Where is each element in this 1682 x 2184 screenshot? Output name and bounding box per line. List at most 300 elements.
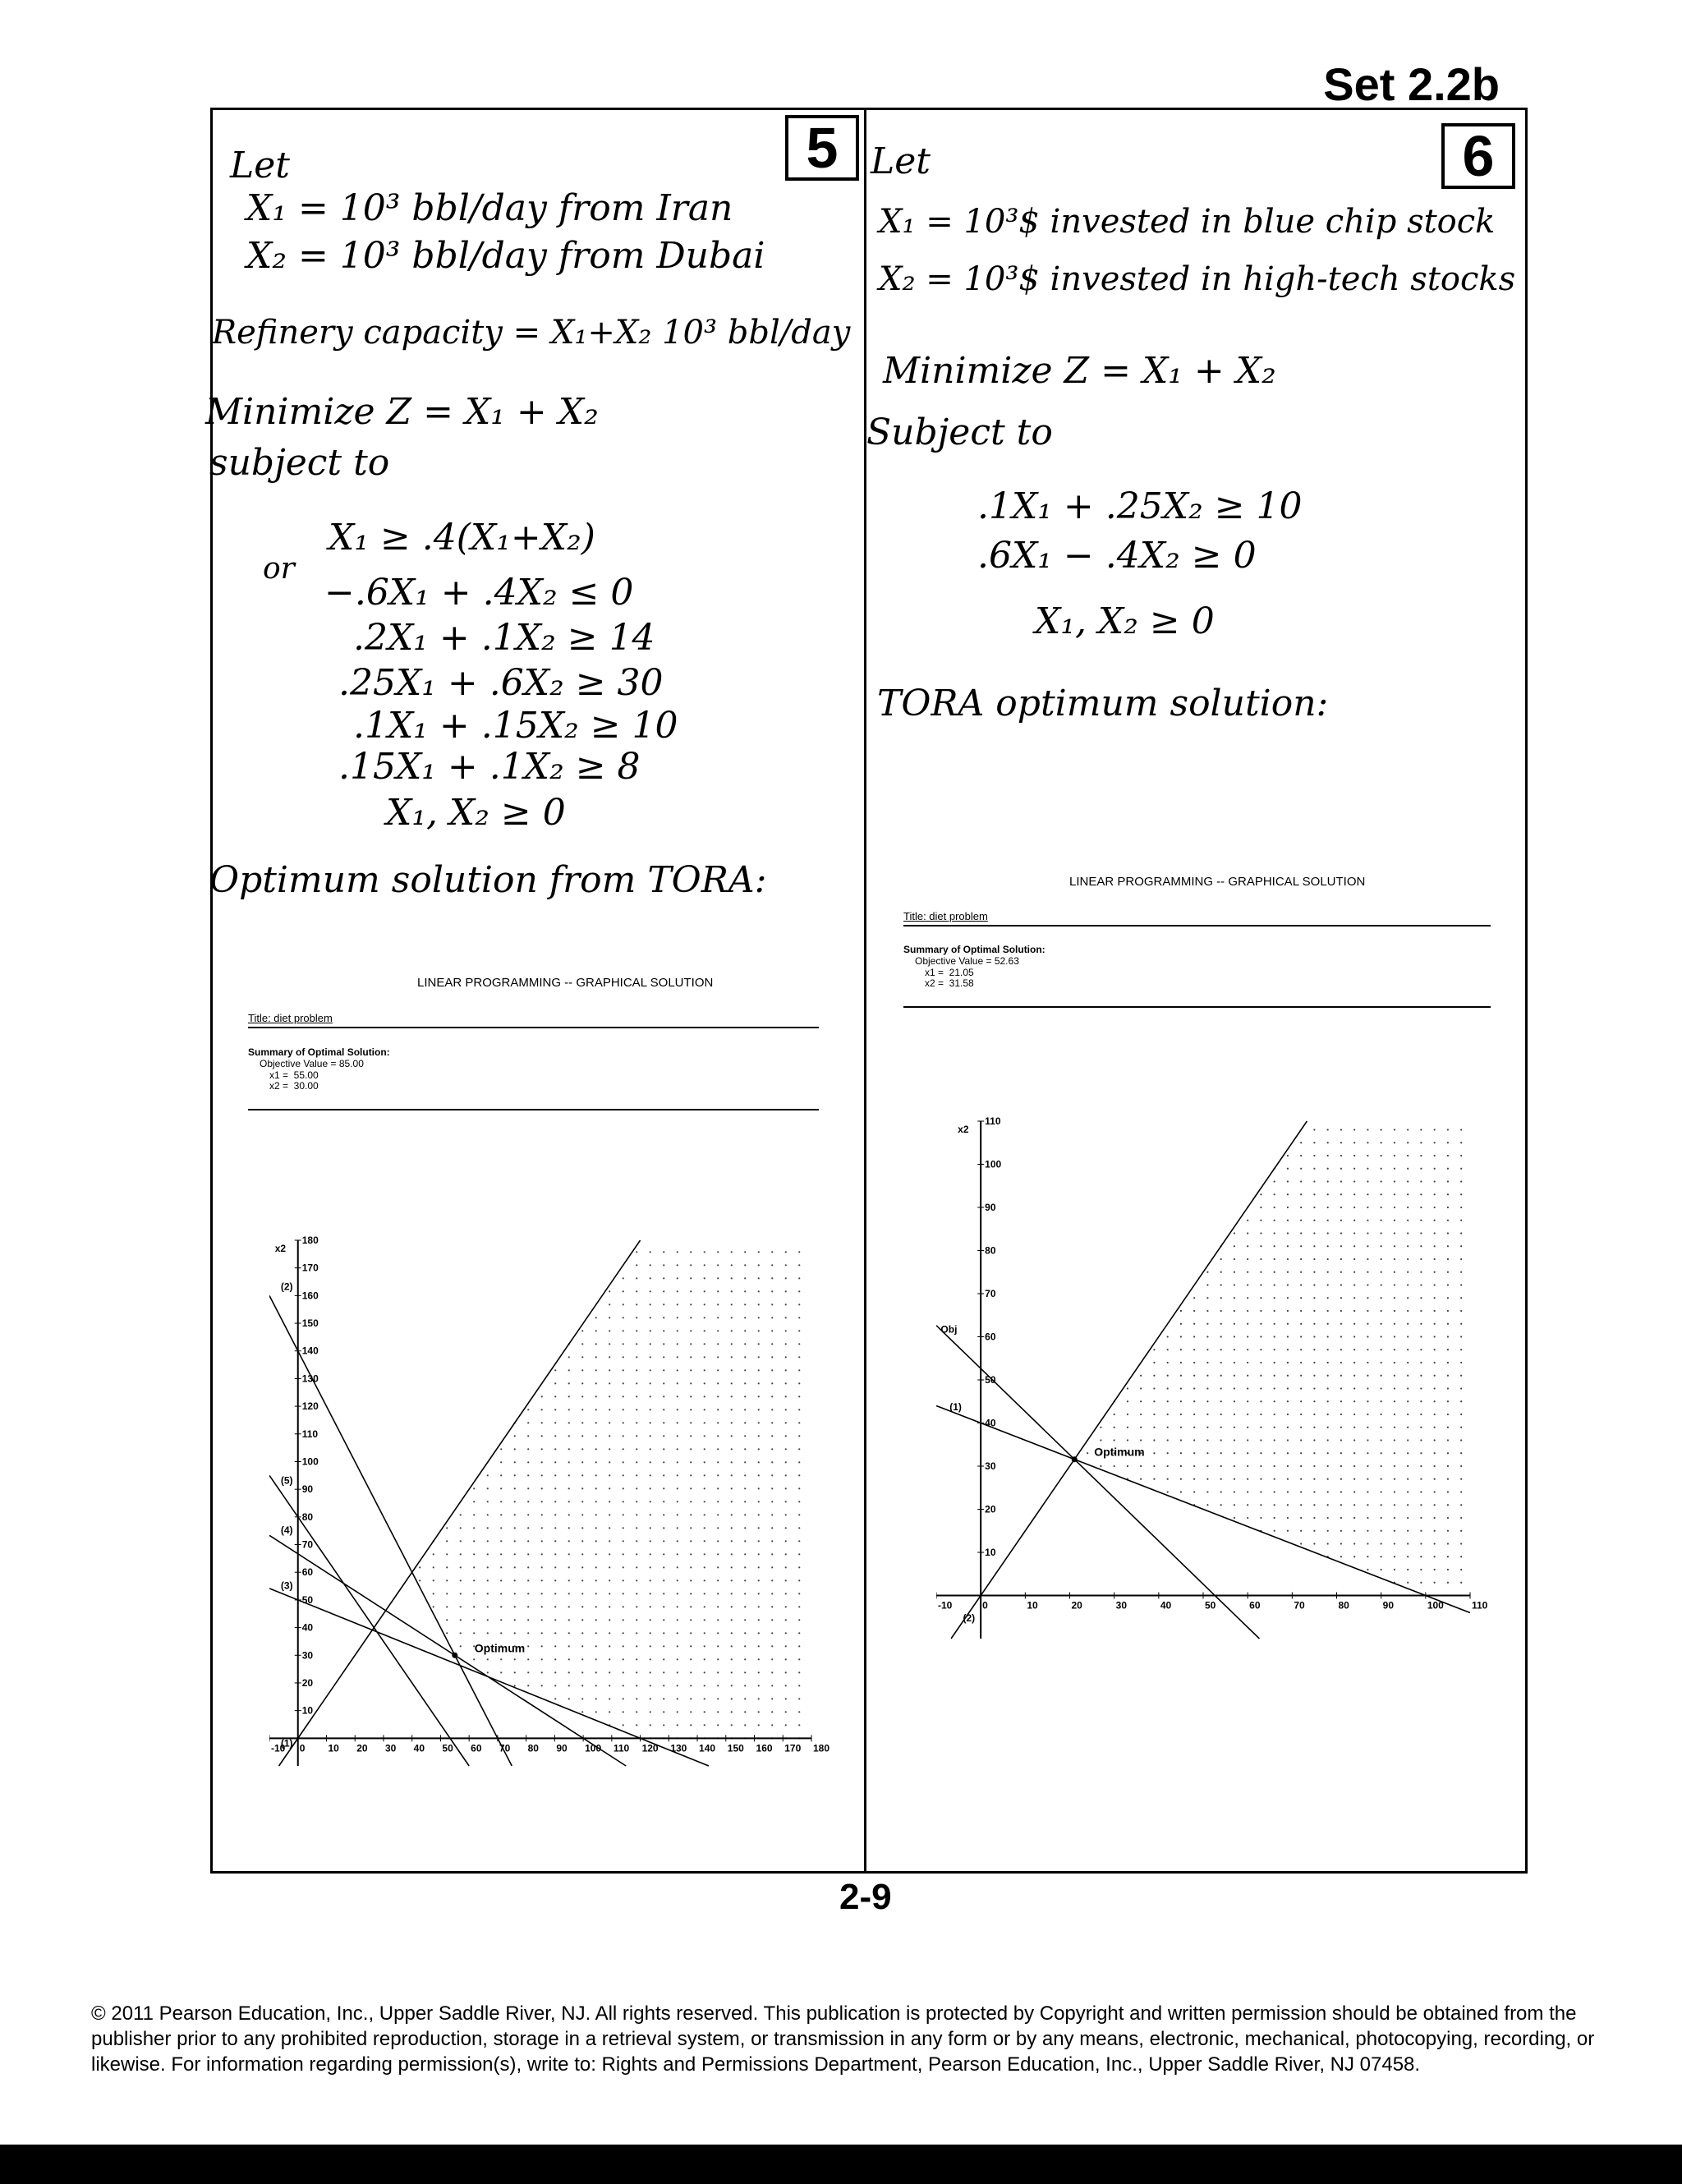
p5-grid-dot — [541, 1553, 543, 1555]
p6-grid-dot — [1460, 1245, 1462, 1247]
p6-grid-dot — [1313, 1478, 1315, 1480]
p5-x2-value: x2 = 30.00 — [269, 1080, 319, 1092]
p5-grid-dot — [623, 1277, 624, 1279]
p5-grid-dot — [433, 1606, 434, 1607]
p5-grid-dot — [554, 1566, 556, 1568]
p6-grid-dot — [1260, 1465, 1262, 1467]
p6-grid-dot — [1327, 1284, 1329, 1285]
p5-grid-dot — [690, 1422, 692, 1423]
p5-grid-dot — [690, 1487, 692, 1489]
p5-grid-dot — [554, 1422, 556, 1423]
p6-grid-dot — [1340, 1478, 1342, 1480]
p6-grid-dot — [1447, 1569, 1449, 1570]
p5-grid-dot — [500, 1579, 502, 1581]
p5-grid-dot — [744, 1356, 746, 1358]
p5-grid-dot — [771, 1566, 773, 1568]
p6-objective-value: Objective Value = 52.63 — [915, 954, 1019, 967]
p6-grid-dot — [1340, 1193, 1342, 1195]
p6-grid-dot — [1340, 1297, 1342, 1299]
p6-grid-dot — [1260, 1193, 1262, 1195]
copyright-notice: © 2011 Pearson Education, Inc., Upper Saddle River, NJ. All rights reserved. This publication is protected by Copyright and written permission should be obtained from the publisher prior to any prohibited reproduction, storage in a retrieval system, or transmission in any form or by any means, electronic, mechanical, photocopying, recording, or likewise. For information regarding permission(s), write to: Rights and Permissions Department, Pearson Education, Inc., Upper Saddle River, NJ 07458. — [91, 2002, 1595, 2076]
p6-grid-dot — [1381, 1220, 1382, 1221]
p6-grid-dot — [1300, 1478, 1302, 1480]
p5-grid-dot — [581, 1343, 583, 1345]
p5-grid-dot — [758, 1369, 760, 1371]
p5-grid-dot — [771, 1369, 773, 1371]
p5-grid-dot — [609, 1487, 610, 1489]
p5-grid-dot — [731, 1395, 733, 1397]
p6-grid-dot — [1340, 1400, 1342, 1402]
p6-grid-dot — [1340, 1155, 1342, 1156]
p6-grid-dot — [1353, 1478, 1355, 1480]
p6-x-tick-label: 0 — [982, 1599, 988, 1612]
p6-grid-dot — [1327, 1387, 1329, 1389]
p5-grid-dot — [731, 1251, 733, 1253]
p5-grid-dot — [663, 1658, 664, 1660]
p6-grid-dot — [1460, 1530, 1462, 1532]
p5-grid-dot — [500, 1566, 502, 1568]
p5-grid-dot — [514, 1606, 516, 1607]
p5-grid-dot — [581, 1382, 583, 1384]
p5-grid-dot — [650, 1501, 651, 1502]
p5-grid-dot — [744, 1527, 746, 1529]
p5-grid-dot — [771, 1514, 773, 1515]
p5-grid-dot — [663, 1382, 664, 1384]
p5-grid-dot — [595, 1685, 597, 1686]
p5-grid-dot — [785, 1277, 787, 1279]
p6-grid-dot — [1394, 1400, 1395, 1402]
p5-grid-dot — [785, 1645, 787, 1647]
p5-grid-dot — [704, 1501, 705, 1502]
p5-grid-dot — [663, 1277, 664, 1279]
p6-grid-dot — [1407, 1491, 1409, 1492]
p5-grid-dot — [731, 1527, 733, 1529]
p6-grid-dot — [1353, 1387, 1355, 1389]
p5-grid-dot — [785, 1711, 787, 1713]
p6-grid-dot — [1353, 1349, 1355, 1350]
p5-grid-dot — [663, 1290, 664, 1292]
p6-grid-dot — [1193, 1478, 1195, 1480]
p6-grid-dot — [1167, 1427, 1169, 1428]
p6-grid-dot — [1313, 1129, 1315, 1130]
p6-grid-dot — [1180, 1387, 1182, 1389]
column-divider — [864, 108, 866, 1874]
p6-grid-dot — [1234, 1504, 1235, 1506]
p5-grid-dot — [771, 1474, 773, 1476]
p6-grid-dot — [1353, 1142, 1355, 1143]
p6-grid-dot — [1234, 1427, 1235, 1428]
p6-grid-dot — [1153, 1427, 1155, 1428]
p5-y-tick-label: 40 — [301, 1621, 314, 1634]
p6-grid-dot — [1140, 1400, 1142, 1402]
p6-grid-dot — [1234, 1465, 1235, 1467]
p5-grid-dot — [744, 1304, 746, 1305]
p6-grid-dot — [1394, 1478, 1395, 1480]
p5-grid-dot — [541, 1645, 543, 1647]
p5-summary — [248, 1047, 390, 1092]
p5-grid-dot — [798, 1658, 800, 1660]
p5-grid-dot — [798, 1264, 800, 1266]
p5-grid-dot — [677, 1395, 678, 1397]
p6-grid-dot — [1340, 1543, 1342, 1544]
p5-grid-dot — [595, 1382, 597, 1384]
p5-grid-dot — [663, 1645, 664, 1647]
p6-y-tick-label: 110 — [985, 1115, 1001, 1127]
p5-grid-dot — [581, 1671, 583, 1673]
p6-grid-dot — [1420, 1504, 1422, 1506]
p6-grid-dot — [1234, 1349, 1235, 1350]
p5-grid-dot — [704, 1435, 705, 1437]
p6-grid-dot — [1394, 1362, 1395, 1363]
p5-grid-dot — [636, 1671, 637, 1673]
p6-grid-dot — [1180, 1336, 1182, 1337]
p5-grid-dot — [609, 1711, 610, 1713]
p6-grid-dot — [1353, 1452, 1355, 1454]
p6-grid-dot — [1153, 1375, 1155, 1377]
p5-grid-dot — [568, 1645, 570, 1647]
p5-grid-dot — [771, 1277, 773, 1279]
p6-grid-dot — [1407, 1323, 1409, 1325]
p5-grid-dot — [758, 1645, 760, 1647]
p5-grid-dot — [758, 1330, 760, 1331]
p6-grid-dot — [1340, 1362, 1342, 1363]
p6-grid-dot — [1327, 1258, 1329, 1260]
p6-grid-dot — [1153, 1452, 1155, 1454]
p5-grid-dot — [473, 1540, 475, 1542]
p5-grid-dot — [717, 1317, 719, 1318]
p6-grid-dot — [1367, 1142, 1368, 1143]
p5-grid-dot — [609, 1593, 610, 1594]
p5-grid-dot — [704, 1566, 705, 1568]
p5-grid-dot — [650, 1685, 651, 1686]
p6-grid-dot — [1260, 1310, 1262, 1312]
p5-grid-dot — [677, 1540, 678, 1542]
p5-grid-dot — [677, 1304, 678, 1305]
p5-grid-dot — [690, 1671, 692, 1673]
p5-grid-dot — [527, 1409, 529, 1410]
p6-grid-dot — [1206, 1310, 1208, 1312]
p5-grid-dot — [798, 1527, 800, 1529]
p6-grid-dot — [1300, 1336, 1302, 1337]
p5-grid-dot — [785, 1448, 787, 1450]
p5-grid-dot — [731, 1290, 733, 1292]
p5-grid-dot — [758, 1277, 760, 1279]
p5-grid-dot — [636, 1448, 637, 1450]
p5-grid-dot — [731, 1645, 733, 1647]
p6-grid-dot — [1407, 1258, 1409, 1260]
p6-grid-dot — [1260, 1387, 1262, 1389]
p6-grid-dot — [1234, 1232, 1235, 1234]
p6-grid-dot — [1394, 1452, 1395, 1454]
p5-summary-header: Summary of Optimal Solution: — [248, 1046, 390, 1058]
p5-grid-dot — [798, 1343, 800, 1345]
p6-grid-dot — [1260, 1478, 1262, 1480]
p5-grid-dot — [609, 1317, 610, 1318]
p5-grid-dot — [650, 1448, 651, 1450]
p6-grid-dot — [1353, 1530, 1355, 1532]
p5-grid-dot — [500, 1527, 502, 1529]
p5-grid-dot — [758, 1632, 760, 1634]
p5-grid-dot — [677, 1330, 678, 1331]
p5-grid-dot — [595, 1606, 597, 1607]
p5-grid-dot — [487, 1540, 489, 1542]
p6-grid-dot — [1460, 1349, 1462, 1350]
p5-grid-dot — [798, 1606, 800, 1607]
p5-grid-dot — [677, 1501, 678, 1502]
p5-grid-dot — [771, 1343, 773, 1345]
p5-grid-dot — [690, 1251, 692, 1253]
p5-grid-dot — [541, 1593, 543, 1594]
p6-grid-dot — [1180, 1323, 1182, 1325]
p5-grid-dot — [568, 1632, 570, 1634]
p6-grid-dot — [1313, 1220, 1315, 1221]
p6-grid-dot — [1420, 1517, 1422, 1519]
p6-grid-dot — [1420, 1220, 1422, 1221]
p6-grid-dot — [1420, 1168, 1422, 1170]
p5-grid-dot — [731, 1593, 733, 1594]
p6-grid-dot — [1247, 1452, 1248, 1454]
p6-grid-dot — [1327, 1478, 1329, 1480]
p6-grid-dot — [1287, 1258, 1289, 1260]
p6-grid-dot — [1114, 1414, 1115, 1415]
p6-grid-dot — [1247, 1258, 1248, 1260]
p6-grid-dot — [1447, 1556, 1449, 1557]
p5-grid-dot — [554, 1606, 556, 1607]
p5-grid-dot — [514, 1579, 516, 1581]
p5-grid-dot — [541, 1435, 543, 1437]
p5-grid-dot — [636, 1632, 637, 1634]
p6-grid-dot — [1247, 1349, 1248, 1350]
p6-grid-dot — [1153, 1465, 1155, 1467]
p5-grid-dot — [650, 1317, 651, 1318]
p6-grid-dot — [1287, 1245, 1289, 1247]
p6-grid-dot — [1247, 1387, 1248, 1389]
p5-grid-dot — [758, 1422, 760, 1423]
p5-grid-dot — [595, 1514, 597, 1515]
p6-grid-dot — [1300, 1258, 1302, 1260]
p5-grid-dot — [798, 1251, 800, 1253]
p6-summary — [903, 945, 1046, 990]
p6-grid-dot — [1367, 1543, 1368, 1544]
p6-grid-dot — [1381, 1465, 1382, 1467]
p6-grid-dot — [1420, 1465, 1422, 1467]
p5-grid-dot — [460, 1632, 462, 1634]
p5-grid-dot — [744, 1251, 746, 1253]
p5-grid-dot — [595, 1395, 597, 1397]
p6-grid-dot — [1447, 1414, 1449, 1415]
p5-grid-dot — [717, 1264, 719, 1266]
p6-grid-dot — [1220, 1478, 1222, 1480]
p5-grid-dot — [568, 1422, 570, 1423]
p6-grid-dot — [1460, 1193, 1462, 1195]
p5-grid-dot — [527, 1487, 529, 1489]
p5-grid-dot — [663, 1685, 664, 1686]
p5-grid-dot — [690, 1501, 692, 1502]
p5-grid-dot — [487, 1474, 489, 1476]
p6-grid-dot — [1260, 1400, 1262, 1402]
p6-grid-dot — [1381, 1245, 1382, 1247]
p5-grid-dot — [568, 1593, 570, 1594]
p5-grid-dot — [446, 1566, 448, 1568]
p6-grid-dot — [1274, 1258, 1275, 1260]
p6-grid-dot — [1460, 1504, 1462, 1506]
p5-grid-dot — [609, 1343, 610, 1345]
p6-grid-dot — [1447, 1284, 1449, 1285]
p5-grid-dot — [636, 1527, 637, 1529]
p6-grid-dot — [1180, 1349, 1182, 1350]
p6-grid-dot — [1353, 1220, 1355, 1221]
p6-grid-dot — [1287, 1375, 1289, 1377]
p5-grid-dot — [663, 1304, 664, 1305]
p6-grid-dot — [1367, 1400, 1368, 1402]
p6-grid-dot — [1420, 1556, 1422, 1557]
p5-grid-dot — [690, 1658, 692, 1660]
p5-grid-dot — [541, 1606, 543, 1607]
p5-grid-dot — [650, 1619, 651, 1621]
p6-grid-dot — [1274, 1284, 1275, 1285]
p6-grid-dot — [1220, 1258, 1222, 1260]
p6-grid-dot — [1340, 1336, 1342, 1337]
p6-grid-dot — [1274, 1491, 1275, 1492]
p5-grid-dot — [717, 1632, 719, 1634]
p5-grid-dot — [663, 1606, 664, 1607]
p6-grid-dot — [1327, 1129, 1329, 1130]
p5-x-tick-label: 100 — [585, 1742, 602, 1754]
p5-grid-dot — [554, 1514, 556, 1515]
p6-grid-dot — [1193, 1427, 1195, 1428]
p6-x-tick-label: 40 — [1160, 1599, 1172, 1612]
p6-grid-dot — [1313, 1491, 1315, 1492]
p5-grid-dot — [623, 1461, 624, 1463]
p5-grid-dot — [677, 1579, 678, 1581]
p6-grid-dot — [1287, 1362, 1289, 1363]
p6-grid-dot — [1420, 1232, 1422, 1234]
p6-grid-dot — [1340, 1168, 1342, 1170]
p5-grid-dot — [500, 1448, 502, 1450]
p6-grid-dot — [1447, 1336, 1449, 1337]
p6-summary-header: Summary of Optimal Solution: — [903, 944, 1046, 955]
p5-grid-dot — [514, 1685, 516, 1686]
p5-grid-dot — [690, 1317, 692, 1318]
p5-grid-dot — [663, 1487, 664, 1489]
p6-grid-dot — [1234, 1387, 1235, 1389]
p6-grid-dot — [1381, 1142, 1382, 1143]
p5-grid-dot — [581, 1514, 583, 1515]
p5-grid-dot — [798, 1435, 800, 1437]
p6-grid-dot — [1381, 1556, 1382, 1557]
p5-grid-dot — [798, 1645, 800, 1647]
p6-grid-dot — [1353, 1323, 1355, 1325]
p6-grid-dot — [1167, 1349, 1169, 1350]
p5-grid-dot — [677, 1724, 678, 1726]
p6-grid-dot — [1447, 1232, 1449, 1234]
p5-grid-dot — [568, 1409, 570, 1410]
p6-grid-dot — [1167, 1336, 1169, 1337]
p6-grid-dot — [1420, 1362, 1422, 1363]
p5-grid-dot — [758, 1264, 760, 1266]
p5-grid-dot — [785, 1579, 787, 1581]
p6-grid-dot — [1394, 1427, 1395, 1428]
p5-grid-dot — [690, 1461, 692, 1463]
p5-grid-dot — [785, 1317, 787, 1318]
p5-grid-dot — [717, 1369, 719, 1371]
p5-grid-dot — [663, 1395, 664, 1397]
p5-grid-dot — [677, 1264, 678, 1266]
p6-grid-dot — [1353, 1556, 1355, 1557]
p5-grid-dot — [744, 1435, 746, 1437]
p5-grid-dot — [690, 1330, 692, 1331]
p5-grid-dot — [636, 1685, 637, 1686]
p5-grid-dot — [554, 1527, 556, 1529]
p6-grid-dot — [1313, 1323, 1315, 1325]
p5-grid-dot — [609, 1527, 610, 1529]
p5-grid-dot — [771, 1685, 773, 1686]
p5-grid-dot — [717, 1422, 719, 1423]
p5-constraint-label: (1) — [280, 1737, 293, 1749]
p5-grid-dot — [771, 1382, 773, 1384]
p5-grid-dot — [704, 1487, 705, 1489]
p5-grid-dot — [771, 1409, 773, 1410]
p6-grid-dot — [1300, 1439, 1302, 1441]
p5-grid-dot — [500, 1606, 502, 1607]
p6-grid-dot — [1460, 1556, 1462, 1557]
p6-grid-dot — [1367, 1375, 1368, 1377]
p6-grid-dot — [1193, 1297, 1195, 1299]
p5-grid-dot — [636, 1501, 637, 1502]
p5-grid-dot — [581, 1356, 583, 1358]
p5-grid-dot — [744, 1566, 746, 1568]
p6-grid-dot — [1381, 1180, 1382, 1182]
p6-grid-dot — [1153, 1387, 1155, 1389]
p5-grid-dot — [541, 1658, 543, 1660]
p6-grid-dot — [1394, 1556, 1395, 1557]
p5-grid-dot — [744, 1343, 746, 1345]
p6-grid-dot — [1327, 1439, 1329, 1441]
p6-grid-dot — [1340, 1349, 1342, 1350]
p5-grid-dot — [609, 1461, 610, 1463]
p6-grid-dot — [1447, 1297, 1449, 1299]
p5-grid-dot — [581, 1395, 583, 1397]
p5-grid-dot — [785, 1369, 787, 1371]
p5-grid-dot — [785, 1501, 787, 1502]
p6-grid-dot — [1206, 1336, 1208, 1337]
p5-grid-dot — [473, 1501, 475, 1502]
p6-grid-dot — [1447, 1258, 1449, 1260]
p6-grid-dot — [1327, 1323, 1329, 1325]
p5-grid-dot — [554, 1395, 556, 1397]
p6-grid-dot — [1167, 1400, 1169, 1402]
p6-grid-dot — [1220, 1349, 1222, 1350]
p5-grid-dot — [568, 1606, 570, 1607]
p6-grid-dot — [1447, 1543, 1449, 1544]
p5-grid-dot — [704, 1711, 705, 1713]
p5-grid-dot — [785, 1395, 787, 1397]
p5-grid-dot — [704, 1724, 705, 1726]
p5-grid-dot — [473, 1632, 475, 1634]
p5-x-tick-label: 130 — [670, 1742, 687, 1754]
p6-grid-dot — [1407, 1582, 1409, 1584]
p5-grid-dot — [704, 1343, 705, 1345]
p5-grid-dot — [717, 1711, 719, 1713]
p6-grid-dot — [1220, 1491, 1222, 1492]
p6-grid-dot — [1447, 1362, 1449, 1363]
p6-grid-dot — [1274, 1232, 1275, 1234]
p6-grid-dot — [1367, 1427, 1368, 1428]
p6-grid-dot — [1381, 1504, 1382, 1506]
p5-grid-dot — [527, 1579, 529, 1581]
p6-grid-dot — [1381, 1543, 1382, 1544]
p5-grid-dot — [650, 1711, 651, 1713]
